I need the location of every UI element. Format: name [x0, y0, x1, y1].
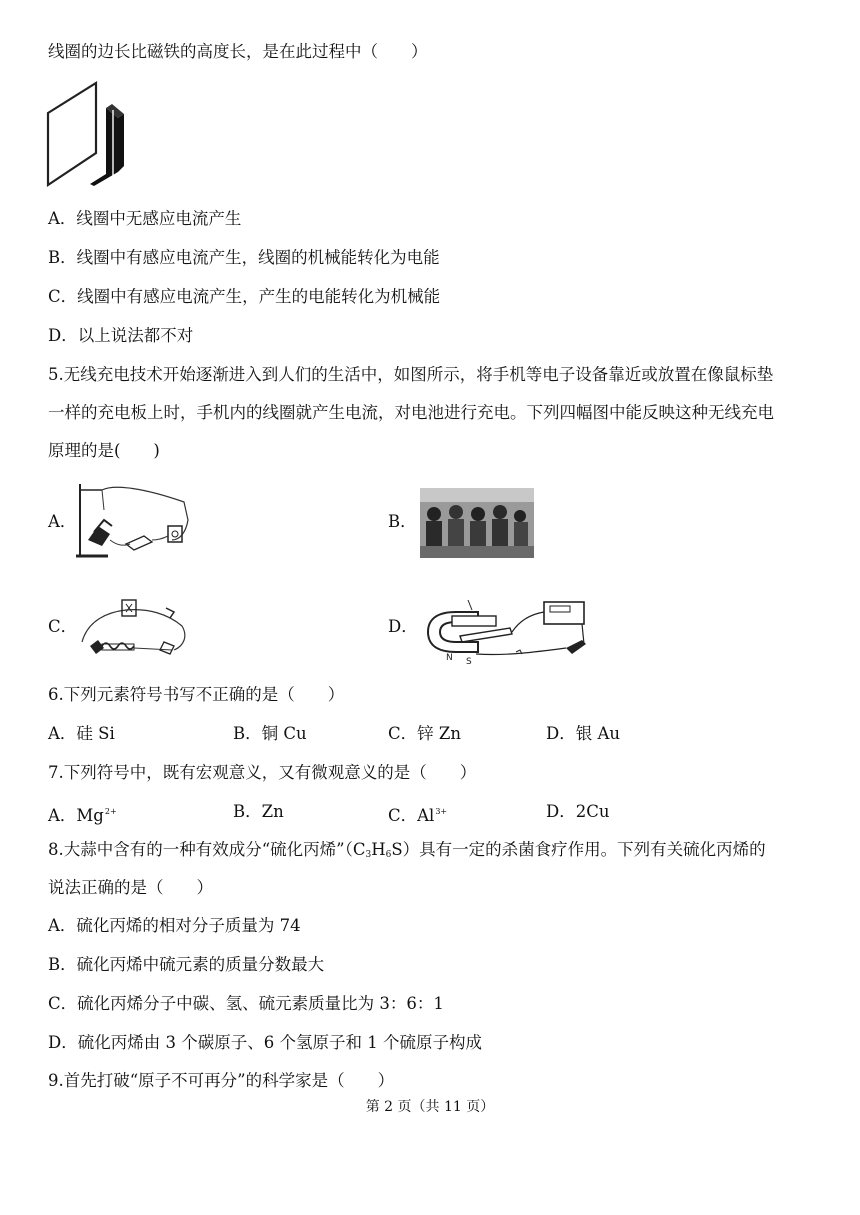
q5-figure-a	[74, 480, 192, 560]
q5-option-d-label: D．	[388, 617, 418, 636]
q6-stem: 6.下列元素符号书写不正确的是（ ）	[48, 685, 345, 704]
coil-magnet-figure	[44, 78, 134, 193]
q8-stem-part-1: 8.大蒜中含有的一种有效成分“硫化丙烯”（C	[48, 840, 366, 859]
q6-option-d: D．银 Au	[546, 724, 621, 743]
q6-option-b: B．铜 Cu	[233, 724, 307, 743]
q7-stem: 7.下列符号中，既有宏观意义，又有微观意义的是（ ）	[48, 763, 477, 782]
q7-option-c	[388, 802, 447, 826]
q7-option-c-charge: 3+	[435, 807, 448, 816]
q8-stem-line-1	[48, 840, 766, 865]
q8-stem-part-2: S）具有一定的杀菌食疗作用。下列有关硫化丙烯的	[391, 840, 766, 859]
q8-option-c: C．硫化丙烯分子中碳、氢、硫元素质量比为 3：6：1	[48, 994, 444, 1013]
q9-stem: 9.首先打破“原子不可再分”的科学家是（ ）	[48, 1071, 395, 1090]
q8-option-b: B．硫化丙烯中硫元素的质量分数最大	[48, 955, 325, 974]
q5-option-c-label: C．	[48, 617, 78, 636]
q5-option-b-label: B．	[388, 512, 417, 531]
q5-stem-line-2: 一样的充电板上时，手机内的线圈就产生电流，对电池进行充电。下列四幅图中能反映这种无线充电	[48, 403, 774, 422]
magnet-block	[90, 108, 118, 186]
q8-subscript-6: 6	[385, 850, 392, 860]
q5-figure-b	[420, 488, 534, 558]
q7-option-a-charge: 2+	[104, 807, 117, 816]
q5-figure-d	[416, 592, 592, 668]
q8-subscript-3: 3	[365, 850, 372, 860]
q4-stem-tail: 线圈的边长比磁铁的高度长，是在此过程中（ ）	[48, 42, 428, 61]
page-footer: 第 2 页（共 11 页）	[365, 1099, 495, 1115]
q4-option-d: D．以上说法都不对	[48, 326, 194, 345]
q7-option-a-text: A．Mg	[48, 806, 104, 825]
magnet-s-label: S	[466, 657, 472, 667]
q7-option-c-text: C．Al	[388, 806, 435, 825]
coil-frame	[48, 83, 96, 185]
q8-option-d: D．硫化丙烯由 3 个碳原子、6 个氢原子和 1 个硫原子构成	[48, 1033, 482, 1052]
magnet-n-label: N	[446, 653, 453, 663]
q8-formula-h: H	[371, 840, 386, 859]
q5-figure-c	[74, 596, 194, 658]
q7-option-a	[48, 802, 117, 826]
q5-stem-line-3: 原理的是( )	[48, 441, 160, 460]
q5-option-a-label: A．	[48, 512, 77, 531]
q7-option-d: D．2Cu	[546, 802, 610, 821]
q8-stem-line-2: 说法正确的是（ ）	[48, 878, 213, 897]
q6-option-c: C．锌 Zn	[388, 724, 461, 743]
q4-option-a: A．线圈中无感应电流产生	[48, 209, 242, 228]
q6-option-a: A．硅 Si	[48, 724, 115, 743]
q8-option-a: A．硫化丙烯的相对分子质量为 74	[48, 916, 301, 935]
q7-option-b: B．Zn	[233, 802, 284, 821]
q4-option-b: B．线圈中有感应电流产生，线圈的机械能转化为电能	[48, 248, 440, 267]
q4-option-c: C．线圈中有感应电流产生，产生的电能转化为机械能	[48, 287, 441, 306]
q5-stem-line-1: 5.无线充电技术开始逐渐进入到人们的生活中，如图所示，将手机等电子设备靠近或放置在像鼠标垫	[48, 365, 774, 384]
